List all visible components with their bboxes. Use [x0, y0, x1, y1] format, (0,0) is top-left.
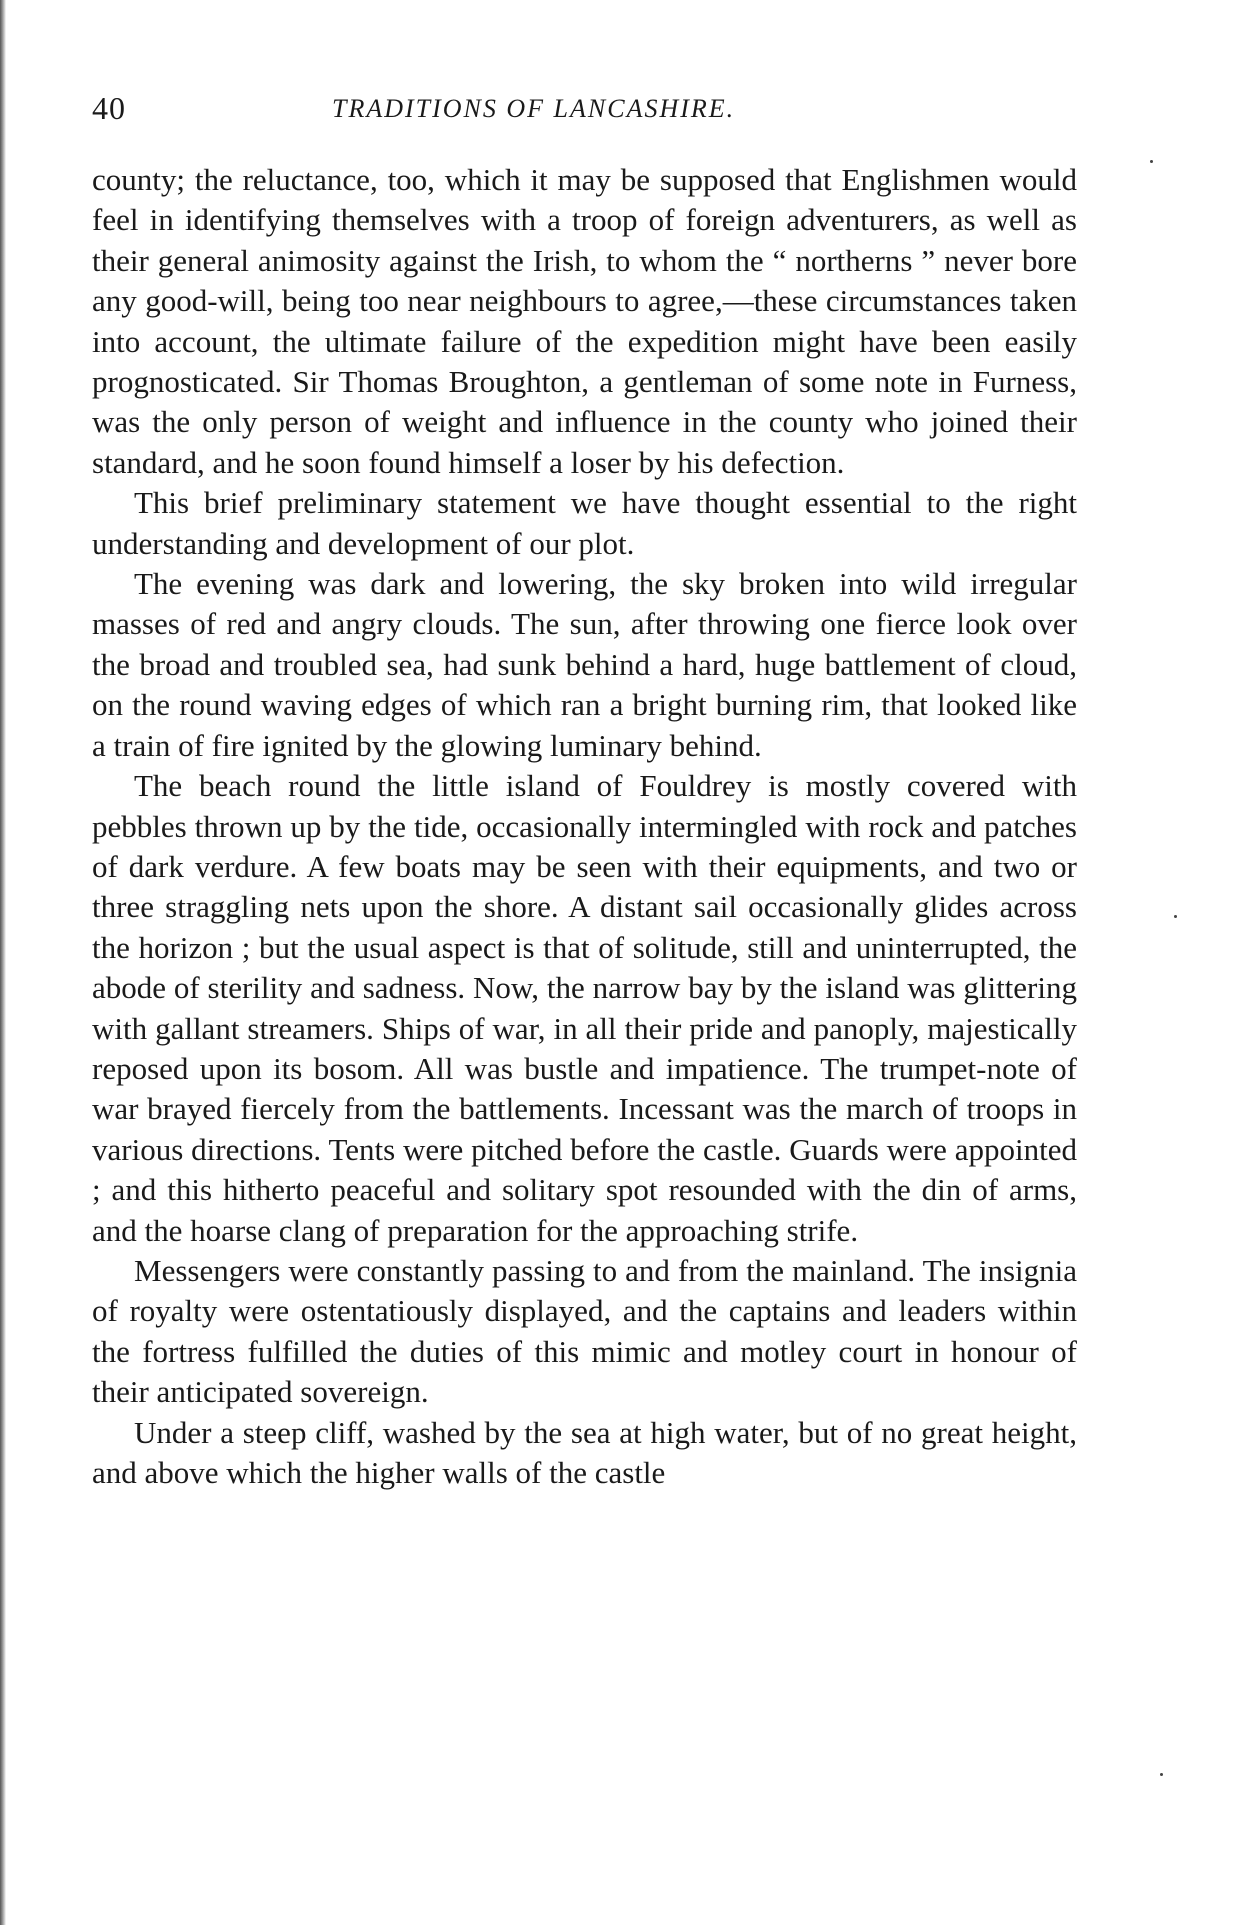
- running-title: TRADITIONS OF LANCASHIRE.: [332, 94, 736, 123]
- print-speck: [1160, 1773, 1163, 1776]
- paragraph-5: Messengers were constantly passing to and from the mainland. The insignia of royalty were ostentatiously displayed, and the captains and leaders within the fortress fulfilled the duties of this mimic and motley court in honour of their anticipated sovereign.: [92, 1252, 1077, 1410]
- paragraph-2: This brief preliminary statement we have thought essential to the right understanding and development of our plot.: [92, 485, 1077, 561]
- page-header: [92, 90, 1077, 130]
- body-text: [92, 160, 1077, 1493]
- page-binding-edge: [0, 0, 6, 1925]
- paragraph-3: The evening was dark and lowering, the sky broken into wild irregular masses of red and angry clouds. The sun, after throwing one fierce look over the broad and troubled sea, had sunk behind a hard, huge battlement of cloud, on the round waving edges of which ran a bright burning rim, that looked like a train of fire ignited by the glowing luminary behind.: [92, 566, 1077, 763]
- page-number: 40: [92, 90, 126, 126]
- print-speck: [1174, 915, 1177, 918]
- paragraph-6: Under a steep cliff, washed by the sea at high water, but of no great height, and above which the higher walls of the castle: [92, 1414, 1077, 1490]
- paragraph-4: The beach round the little island of Fouldrey is mostly covered with pebbles thrown up by the tide, occasionally intermingled with rock and patches of dark verdure. A few boats may be seen with their equipments, and two or three straggling nets upon the shore. A distant sail occasionally glides across the horizon ; but the usual aspect is that of solitude, still and uninterrupted, the abode of sterility and sadness. Now, the narrow bay by the island was glittering with gallant streamers. Ships of war, in all their pride and panoply, majestically reposed upon its bosom. All was bustle and impatience. The trumpet-note of war brayed fiercely from the battlements. Incessant was the march of troops in various directions. Tents were pitched before the castle. Guards were appointed ; and this hitherto peaceful and solitary spot resounded with the din of arms, and the hoarse clang of preparation for the approaching strife.: [92, 768, 1077, 1248]
- print-speck: [1150, 160, 1153, 163]
- paragraph-1: county; the reluctance, too, which it may be supposed that Englishmen would feel in identifying themselves with a troop of foreign adventurers, as well as their general animosity against the Irish, to whom the “ northerns ” never bore any good-will, being too near neighbours to agree,—these circumstances taken into account, the ultimate failure of the expedition might have been easily prognosticated. Sir Thomas Broughton, a gentleman of some note in Furness, was the only person of weight and influence in the county who joined their standard, and he soon found himself a loser by his defection.: [92, 162, 1077, 480]
